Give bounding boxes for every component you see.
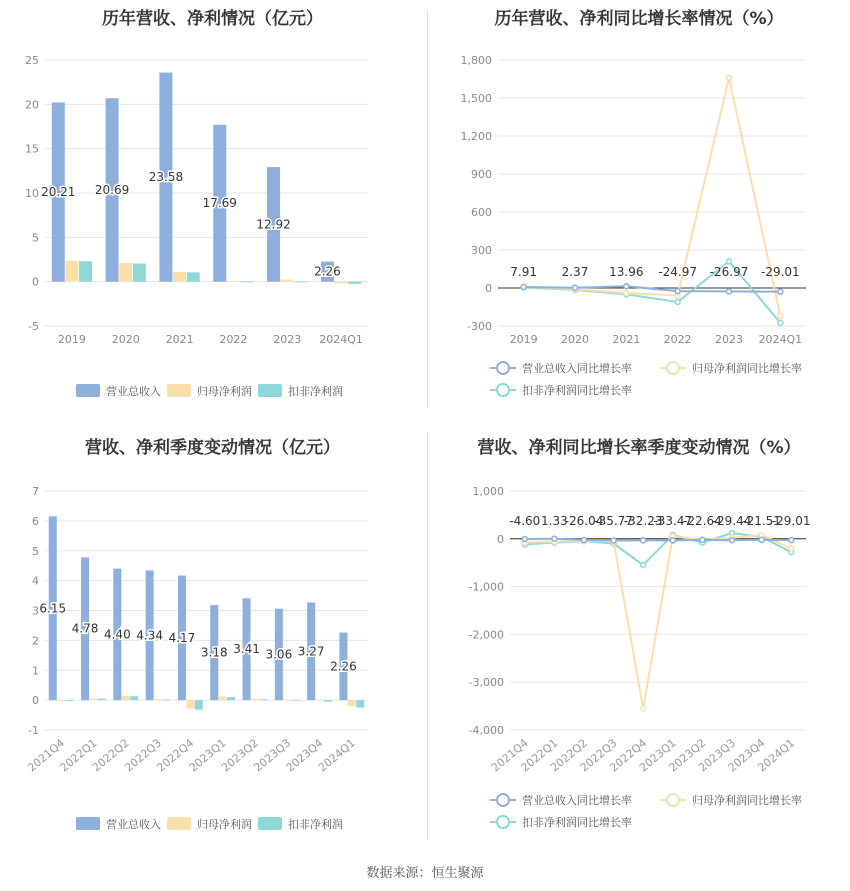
series-point — [522, 537, 527, 542]
x-tick-label: 2024Q1 — [319, 333, 363, 346]
series-line — [524, 78, 781, 316]
bar — [119, 263, 132, 282]
y-tick-label: -5 — [28, 320, 39, 333]
legend-label: 归母净利润同比增长率 — [692, 362, 802, 375]
y-tick-label: 2 — [32, 634, 39, 648]
legend-marker — [497, 362, 509, 374]
legend-label: 归母净利润同比增长率 — [692, 794, 802, 807]
bar — [195, 700, 203, 710]
legend-label: 归母净利润 — [197, 818, 252, 831]
y-tick-label: 1,000 — [472, 485, 504, 498]
bar — [186, 700, 194, 708]
bar — [324, 700, 332, 701]
data-source: 数据来源：恒生聚源 — [366, 866, 484, 881]
data-label: -29.01 — [771, 514, 811, 528]
legend-marker — [667, 794, 679, 806]
x-tick-label: 2022 — [663, 333, 692, 346]
y-tick-label: 1,200 — [460, 130, 492, 143]
y-tick-label: 1,500 — [460, 92, 492, 105]
y-tick-label: 1,800 — [460, 54, 492, 67]
chart-title: 历年营收、净利情况（亿元） — [102, 9, 323, 29]
y-tick-label: 15 — [25, 142, 39, 156]
bar — [154, 699, 162, 700]
y-tick-label: 0 — [497, 532, 504, 546]
bar — [98, 699, 106, 700]
x-tick-label: 2023 — [273, 333, 302, 346]
series-point — [789, 546, 794, 551]
series-point — [641, 563, 646, 568]
legend-label: 营业总收入同比增长率 — [522, 362, 632, 375]
bar — [133, 263, 146, 281]
chart-svg — [428, 0, 850, 410]
x-tick-label: 2023Q3 — [696, 736, 738, 775]
series-point — [759, 537, 764, 542]
y-tick-label: 4 — [32, 574, 39, 588]
x-tick-label: 2021Q4 — [488, 736, 531, 775]
series-point — [624, 291, 629, 296]
x-tick-label: 2021Q4 — [25, 736, 68, 775]
x-tick-label: 2024Q1 — [758, 333, 803, 346]
y-tick-label: 0 — [32, 275, 39, 289]
bar — [227, 697, 235, 700]
chart-svg — [428, 425, 850, 845]
annual-revenue-profit-chart — [0, 0, 425, 410]
data-label: 6.15 — [39, 601, 67, 616]
chart-svg — [0, 0, 425, 410]
x-tick-label: 2022Q3 — [577, 736, 620, 775]
data-label: 17.69 — [202, 196, 237, 211]
data-label: -29.01 — [760, 265, 800, 279]
x-tick-label: 2023Q4 — [283, 736, 326, 775]
series-point — [611, 538, 616, 543]
bar — [57, 700, 65, 701]
data-label: 12.92 — [256, 217, 291, 232]
legend-label: 扣非净利润同比增长率 — [522, 816, 632, 829]
x-tick-label: 2022Q1 — [57, 736, 100, 775]
data-label: 3.06 — [265, 647, 293, 662]
bar — [316, 700, 324, 701]
legend-swatch — [258, 817, 282, 830]
data-label: 1.33 — [541, 514, 568, 528]
y-tick-label: 300 — [471, 244, 492, 257]
series-point — [778, 289, 783, 294]
y-tick-label: -1 — [28, 724, 39, 737]
data-label: 3.27 — [297, 644, 325, 659]
legend-label: 扣非净利润 — [288, 818, 343, 831]
bar — [173, 272, 186, 282]
y-tick-label: 1 — [32, 664, 39, 678]
y-tick-label: -1,000 — [468, 580, 504, 594]
data-label: 4.78 — [71, 621, 99, 636]
bar — [283, 700, 291, 701]
chart-svg — [0, 425, 425, 845]
x-tick-label: 2022Q1 — [518, 736, 561, 775]
x-tick-label: 2022Q4 — [607, 736, 650, 775]
legend-marker — [497, 384, 509, 396]
legend-swatch — [76, 817, 100, 830]
x-tick-label: 2021 — [612, 333, 641, 346]
y-tick-label: 0 — [32, 694, 39, 708]
series-point — [552, 536, 557, 541]
series-point — [730, 538, 735, 543]
y-tick-label: 0 — [485, 282, 492, 295]
bar — [348, 282, 361, 284]
series-point — [727, 289, 732, 294]
series-point — [789, 538, 794, 543]
legend-swatch — [258, 384, 282, 397]
legend-swatch — [167, 817, 191, 830]
y-tick-label: 10 — [25, 187, 39, 200]
legend-marker — [497, 794, 509, 806]
x-tick-label: 2019 — [509, 333, 538, 346]
y-tick-label: 6 — [32, 514, 39, 528]
chart-title: 营收、净利季度变动情况（亿元） — [85, 438, 340, 458]
bar — [187, 272, 200, 281]
series-point — [675, 299, 680, 304]
bar — [348, 700, 356, 706]
legend-label: 营业总收入 — [106, 818, 161, 831]
x-tick-label: 2023 — [715, 333, 743, 346]
series-point — [641, 706, 646, 711]
bar — [241, 281, 254, 282]
data-label: 7.91 — [510, 265, 538, 279]
x-tick-label: 2023Q1 — [636, 736, 679, 775]
data-label: 3.41 — [233, 642, 260, 657]
x-tick-label: 2024Q1 — [315, 736, 358, 775]
series-point — [624, 284, 629, 289]
bar — [251, 699, 259, 700]
bar — [130, 696, 138, 700]
y-tick-label: 3 — [32, 604, 39, 618]
x-tick-label: 2022Q3 — [122, 736, 164, 775]
bar — [65, 261, 78, 282]
x-tick-label: 2023Q2 — [219, 736, 261, 775]
chart-title: 历年营收、净利同比增长率情况（%） — [494, 9, 784, 29]
series-point — [521, 284, 526, 289]
x-tick-label: 2023Q2 — [666, 736, 709, 775]
data-label: 23.58 — [148, 170, 184, 185]
series-point — [582, 538, 587, 543]
series-point — [778, 320, 783, 325]
x-tick-label: 2022Q2 — [89, 736, 132, 775]
legend-label: 营业总收入同比增长率 — [522, 794, 632, 807]
data-label: -35.77 — [594, 514, 633, 528]
legend-label: 归母净利润 — [197, 385, 252, 398]
data-label: 4.34 — [136, 628, 164, 643]
x-tick-label: 2023Q3 — [251, 736, 294, 775]
legend-label: 营业总收入 — [106, 385, 161, 398]
bar — [259, 699, 267, 700]
y-tick-label: 900 — [471, 168, 492, 181]
data-label: 20.69 — [94, 182, 130, 197]
series-point — [727, 259, 732, 264]
bar — [122, 696, 130, 700]
x-tick-label: 2022 — [219, 333, 248, 346]
data-label: -21.51 — [742, 514, 781, 528]
bar — [335, 282, 348, 284]
y-tick-label: 5 — [32, 231, 39, 245]
x-tick-label: 2020 — [111, 333, 140, 346]
y-tick-label: -300 — [467, 320, 492, 333]
data-label: -33.47 — [653, 514, 693, 528]
data-label: -26.04 — [564, 514, 604, 528]
bar — [356, 700, 364, 707]
series-point — [675, 289, 680, 294]
data-label: 13.96 — [609, 265, 644, 279]
y-tick-label: -4,000 — [468, 724, 504, 737]
data-label: -26.97 — [709, 265, 749, 279]
x-tick-label: 2022Q4 — [154, 736, 197, 775]
data-label: -32.23 — [623, 514, 663, 528]
series-point — [573, 285, 578, 290]
y-tick-label: 5 — [32, 544, 39, 558]
x-tick-label: 2021 — [165, 333, 194, 346]
y-tick-label: 600 — [471, 206, 492, 219]
data-label: -22.64 — [683, 514, 722, 528]
data-label: 3.18 — [200, 645, 228, 660]
quarterly-growth-rate-chart — [428, 425, 850, 845]
x-tick-label: 2024Q1 — [755, 736, 798, 775]
bar — [281, 279, 294, 281]
series-point — [700, 537, 705, 542]
data-label: 20.21 — [41, 185, 76, 200]
y-tick-label: -3,000 — [468, 676, 504, 690]
bar — [292, 700, 300, 701]
bar — [66, 700, 74, 701]
legend-swatch — [167, 384, 191, 397]
bar — [227, 281, 240, 282]
y-tick-label: -2,000 — [468, 628, 504, 642]
bar — [89, 698, 97, 700]
series-point — [641, 538, 646, 543]
legend-label: 扣非净利润同比增长率 — [522, 384, 632, 397]
data-label: 2.37 — [561, 265, 589, 279]
x-tick-label: 2023Q4 — [725, 736, 768, 775]
quarterly-revenue-profit-chart — [0, 425, 425, 845]
legend-marker — [667, 362, 679, 374]
y-tick-label: 7 — [32, 485, 39, 498]
series-point — [670, 538, 675, 543]
data-label: -24.97 — [658, 265, 698, 279]
bar — [219, 697, 227, 701]
x-tick-label: 2023Q1 — [186, 736, 229, 775]
legend-marker — [497, 816, 509, 828]
data-label: 4.40 — [103, 627, 131, 642]
data-label: 2.26 — [314, 264, 341, 279]
data-label: 2.26 — [330, 659, 357, 674]
bar — [162, 700, 170, 701]
y-tick-label: 25 — [25, 54, 39, 67]
annual-growth-rate-chart — [428, 0, 850, 410]
series-line — [525, 533, 791, 565]
x-tick-label: 2020 — [561, 333, 589, 346]
legend-swatch — [76, 384, 100, 397]
legend-label: 扣非净利润 — [288, 385, 343, 398]
data-label: 4.17 — [168, 630, 196, 645]
chart-title: 营收、净利同比增长率季度变动情况（%） — [477, 438, 801, 458]
data-label: -29.44 — [712, 514, 752, 528]
series-point — [778, 313, 783, 318]
bar — [294, 281, 307, 282]
x-tick-label: 2022Q2 — [548, 736, 590, 775]
x-tick-label: 2019 — [57, 333, 86, 346]
y-tick-label: 20 — [25, 98, 39, 112]
bar — [79, 261, 92, 281]
series-point — [727, 75, 732, 80]
data-label: -4.60 — [509, 514, 541, 528]
